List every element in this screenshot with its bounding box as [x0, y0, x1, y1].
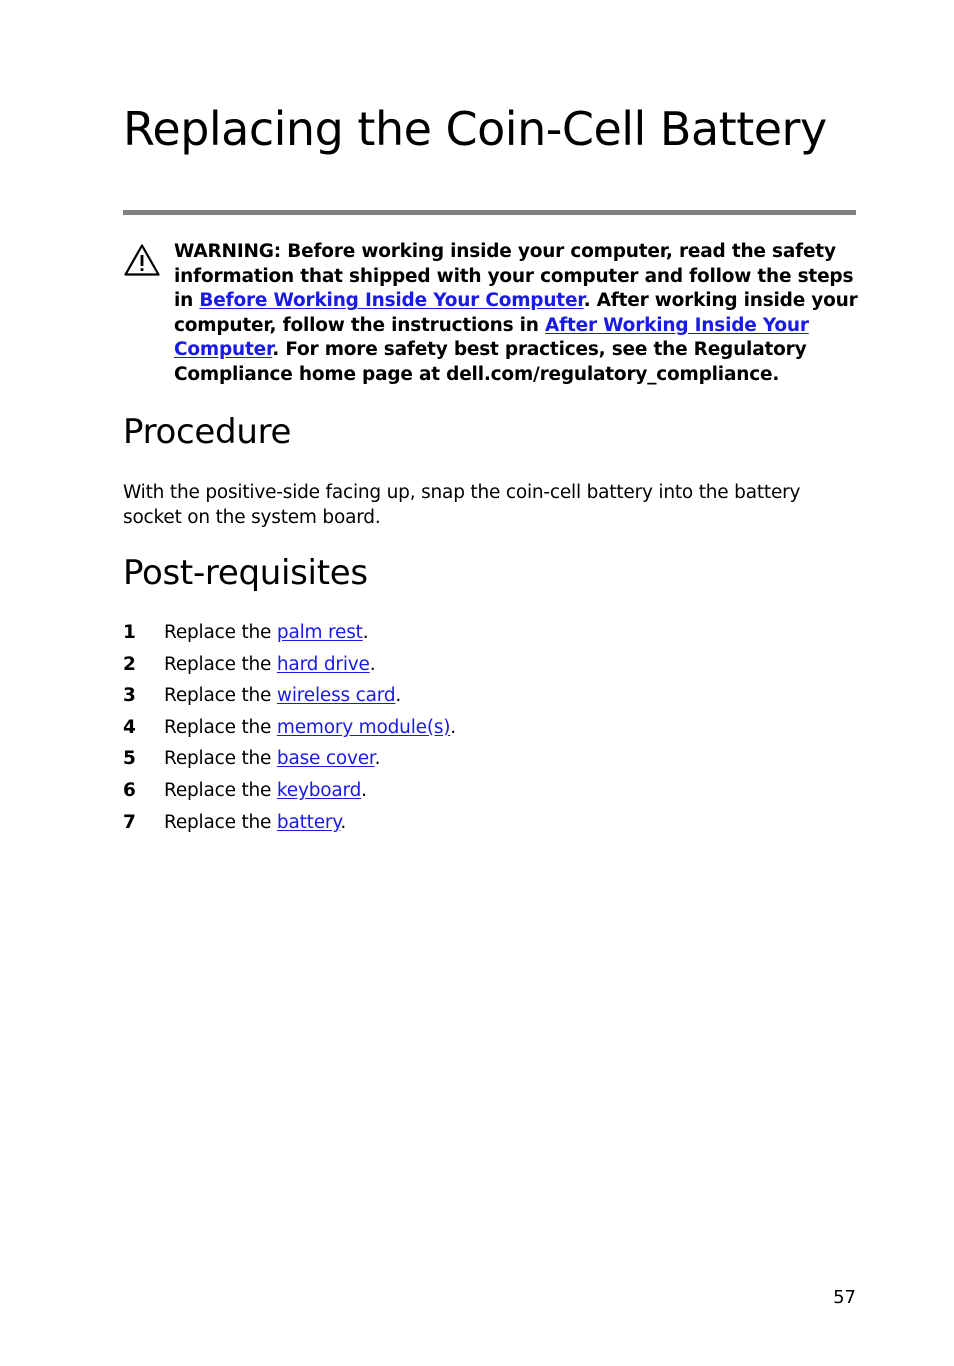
- step-suffix: .: [395, 685, 402, 707]
- memory-modules-link[interactable]: memory module(s): [276, 716, 451, 738]
- step-number: 4: [123, 716, 136, 738]
- warning-text-part: WARNING: Before working inside your computer, read the safety information that shipped with your computer and follow the steps in: [174, 241, 854, 312]
- list-item: [123, 620, 856, 652]
- step-number: 7: [123, 811, 136, 833]
- page-number: 57: [833, 1287, 856, 1308]
- step-text: Replace the: [164, 685, 277, 707]
- procedure-heading: Procedure: [123, 412, 292, 452]
- title-rule: [123, 210, 856, 215]
- list-item: [123, 810, 856, 842]
- step-text: Replace the: [164, 716, 277, 738]
- list-item: [123, 652, 856, 684]
- list-item: [123, 746, 856, 778]
- step-suffix: .: [361, 779, 367, 801]
- step-text: Replace the: [164, 779, 277, 801]
- step-suffix: .: [450, 716, 456, 738]
- post-requisites-heading: Post-requisites: [123, 553, 368, 593]
- step-number: 2: [123, 653, 136, 675]
- page-title: Replacing the Coin-Cell Battery: [123, 102, 827, 156]
- step-suffix: .: [374, 748, 381, 770]
- palm-rest-link[interactable]: palm rest: [276, 622, 363, 643]
- step-text: Replace the: [164, 622, 277, 643]
- hard-drive-link[interactable]: hard drive: [276, 653, 370, 675]
- warning-triangle-icon: [123, 243, 161, 277]
- step-number: 6: [123, 779, 136, 801]
- step-number: 1: [123, 622, 136, 643]
- warning-message: [174, 240, 864, 388]
- post-requisites-list: [123, 620, 856, 841]
- list-item: [123, 715, 856, 747]
- procedure-text: With the positive-side facing up, snap the coin-cell battery into the battery socket on the system board.: [123, 482, 801, 528]
- list-item: [123, 778, 856, 810]
- step-text: Replace the: [164, 811, 277, 833]
- step-suffix: .: [340, 811, 347, 833]
- step-suffix: .: [369, 653, 376, 675]
- warning-text-part: . After working inside your computer, follow the instructions in: [174, 290, 858, 336]
- step-text: Replace the: [164, 653, 277, 675]
- keyboard-link[interactable]: keyboard: [276, 779, 362, 801]
- after-working-link[interactable]: After Working Inside Your Computer: [174, 314, 809, 361]
- wireless-card-link[interactable]: wireless card: [276, 685, 396, 707]
- step-number: 3: [123, 685, 136, 707]
- warning-text-part: . For more safety best practices, see the Regulatory Compliance home page at dell.com/regulatory_compliance.: [174, 339, 807, 385]
- battery-link[interactable]: battery: [276, 811, 341, 833]
- before-working-link[interactable]: Before Working Inside Your Computer: [199, 290, 584, 312]
- step-text: Replace the: [164, 748, 277, 770]
- step-suffix: .: [362, 622, 369, 643]
- list-item: [123, 683, 856, 715]
- step-number: 5: [123, 748, 136, 770]
- base-cover-link[interactable]: base cover: [276, 748, 375, 770]
